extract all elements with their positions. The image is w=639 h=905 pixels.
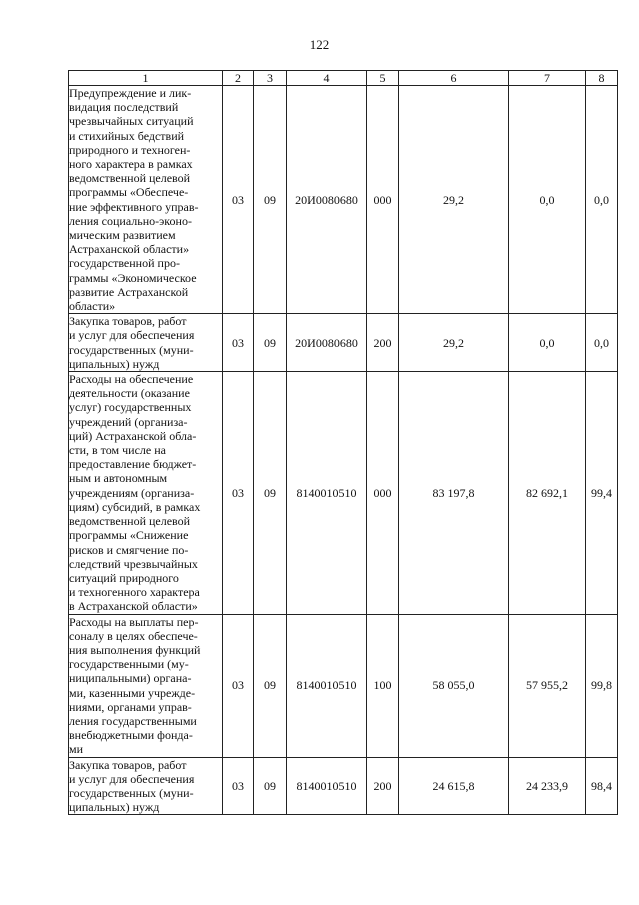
header-cell-2: 2 [223, 71, 254, 86]
description-line: области» [69, 299, 116, 314]
description-line: ситуаций природного [69, 570, 179, 585]
description-line: ления государственными [69, 713, 197, 728]
section-code: 03 [223, 757, 254, 815]
expense-type-code: 000 [367, 86, 399, 314]
executed-amount: 0,0 [509, 314, 586, 372]
description-line: природного и техноген- [69, 142, 191, 157]
table-row [69, 757, 618, 815]
description-line: Расходы на обеспечение [69, 372, 194, 387]
description-line: ления социально-эконо- [69, 213, 192, 228]
header-cell-1: 1 [69, 71, 223, 86]
row-description [69, 757, 223, 815]
description-line: услуг) государственных [69, 400, 192, 415]
description-line: Астраханской области» [69, 242, 190, 257]
subsection-code: 09 [254, 314, 287, 372]
executed-amount: 82 692,1 [509, 372, 586, 614]
description-line: программы «Обеспече- [69, 185, 189, 200]
planned-amount: 58 055,0 [399, 614, 509, 757]
expense-type-code: 000 [367, 372, 399, 614]
description-line: государственных (муни- [69, 342, 194, 357]
planned-amount: 29,2 [399, 86, 509, 314]
description-line: и услуг для обеспечения [69, 328, 195, 343]
description-line: ного характера в рамках [69, 157, 193, 172]
description-line: и стихийных бедствий [69, 128, 185, 143]
row-description [69, 86, 223, 314]
executed-amount: 0,0 [509, 86, 586, 314]
execution-percent: 99,4 [586, 372, 618, 614]
target-article-code: 20И0080680 [287, 86, 367, 314]
description-line: видация последствий [69, 100, 179, 115]
planned-amount: 24 615,8 [399, 757, 509, 815]
planned-amount: 29,2 [399, 314, 509, 372]
description-line: государственной про- [69, 256, 180, 271]
description-line: рисков и смягчение по- [69, 542, 189, 557]
header-cell-6: 6 [399, 71, 509, 86]
description-line: ципальных) нужд [69, 356, 160, 371]
description-line: Закупка товаров, работ [69, 314, 187, 329]
description-line: соналу в целях обеспече- [69, 628, 198, 643]
table-row [69, 86, 618, 314]
description-line: и услуг для обеспечения [69, 771, 195, 786]
budget-table [68, 70, 618, 815]
description-line: предоставление бюджет- [69, 457, 197, 472]
header-row [69, 71, 618, 86]
description-line: ми [69, 742, 84, 757]
description-line: мическим развитием [69, 228, 176, 243]
description-line: Предупреждение и лик- [69, 86, 192, 100]
description-line: ведомственной целевой [69, 171, 191, 186]
description-line: ние эффективного управ- [69, 199, 199, 214]
description-line: внебюджетными фонда- [69, 728, 193, 743]
description-line: учреждений (организа- [69, 414, 188, 429]
section-code: 03 [223, 86, 254, 314]
description-line: ным и автономным [69, 471, 168, 486]
execution-percent: 0,0 [586, 314, 618, 372]
description-line: ципальных) нужд [69, 800, 160, 815]
description-line: программы «Снижение [69, 528, 189, 543]
expense-type-code: 100 [367, 614, 399, 757]
target-article-code: 8140010510 [287, 372, 367, 614]
row-description [69, 314, 223, 372]
execution-percent: 0,0 [586, 86, 618, 314]
row-description [69, 614, 223, 757]
table-row [69, 372, 618, 614]
page-number: 122 [309, 37, 330, 52]
section-code: 03 [223, 614, 254, 757]
row-description [69, 372, 223, 614]
description-line: граммы «Экономическое [69, 270, 197, 285]
description-line: государственных (муни- [69, 785, 194, 800]
executed-amount: 24 233,9 [509, 757, 586, 815]
description-line: ций) Астраханской обла- [69, 428, 197, 443]
description-line: деятельности (оказание [69, 386, 190, 401]
header-cell-7: 7 [509, 71, 586, 86]
description-line: учреждениям (организа- [69, 485, 195, 500]
executed-amount: 57 955,2 [509, 614, 586, 757]
description-line: в Астраханской области» [69, 599, 198, 614]
execution-percent: 98,4 [586, 757, 618, 815]
description-line: ми, казенными учрежде- [69, 685, 196, 700]
header-cell-4: 4 [287, 71, 367, 86]
description-line: ниципальными) органа- [69, 671, 192, 686]
description-line: государственными (му- [69, 657, 189, 672]
description-line: и техногенного характера [69, 585, 200, 600]
description-line: Расходы на выплаты пер- [69, 614, 199, 629]
expense-type-code: 200 [367, 314, 399, 372]
description-line: ния выполнения функций [69, 642, 201, 657]
section-code: 03 [223, 314, 254, 372]
table-row [69, 614, 618, 757]
description-line: ниями, органами управ- [69, 699, 192, 714]
description-line: циям) субсидий, в рамках [69, 499, 201, 514]
target-article-code: 8140010510 [287, 757, 367, 815]
description-line: сти, в том числе на [69, 443, 166, 458]
header-cell-3: 3 [254, 71, 287, 86]
subsection-code: 09 [254, 86, 287, 314]
header-cell-8: 8 [586, 71, 618, 86]
description-line: ведомственной целевой [69, 514, 191, 529]
target-article-code: 8140010510 [287, 614, 367, 757]
description-line: чрезвычайных ситуаций [69, 114, 194, 129]
subsection-code: 09 [254, 614, 287, 757]
description-line: следствий чрезвычайных [69, 556, 198, 571]
table-row [69, 314, 618, 372]
description-line: развитие Астраханской [69, 284, 189, 299]
execution-percent: 99,8 [586, 614, 618, 757]
planned-amount: 83 197,8 [399, 372, 509, 614]
target-article-code: 20И0080680 [287, 314, 367, 372]
header-cell-5: 5 [367, 71, 399, 86]
expense-type-code: 200 [367, 757, 399, 815]
section-code: 03 [223, 372, 254, 614]
subsection-code: 09 [254, 757, 287, 815]
subsection-code: 09 [254, 372, 287, 614]
description-line: Закупка товаров, работ [69, 757, 187, 772]
